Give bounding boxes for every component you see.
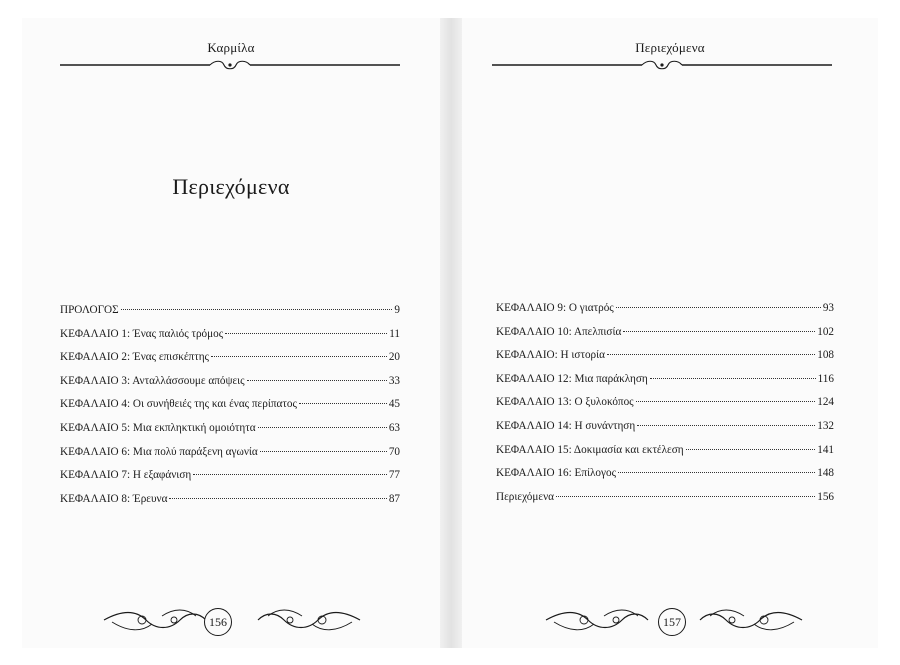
toc-entry-label: Περιεχόμενα <box>496 490 554 503</box>
dot-leader <box>618 472 815 473</box>
toc-entry-page: 116 <box>817 372 834 385</box>
dot-leader <box>650 378 816 379</box>
toc-entry-label: ΚΕΦΑΛΑΙΟ 16: Επίλογος <box>496 467 616 480</box>
toc-entry-label: ΚΕΦΑΛΑΙΟ 1: Ένας παλιός τρόμος <box>60 327 224 340</box>
toc-entry <box>496 491 834 515</box>
toc-entry-page: 108 <box>817 349 834 362</box>
page-number: 156 <box>204 608 232 636</box>
toc-entry <box>60 328 400 352</box>
toc-list-left <box>60 304 400 516</box>
page-title: Περιεχόμενα <box>172 174 290 199</box>
toc-list-right <box>496 302 834 514</box>
dot-leader <box>636 401 816 402</box>
dot-leader <box>225 333 387 334</box>
toc-entry-label: ΚΕΦΑΛΑΙΟ 5: Μια εκπληκτική ομοιότητα <box>60 421 256 434</box>
dot-leader <box>556 496 815 497</box>
toc-entry-label: ΚΕΦΑΛΑΙΟ 10: Απελπισία <box>496 325 622 338</box>
toc-entry-page: 9 <box>394 304 400 316</box>
scroll-divider-icon <box>60 58 400 72</box>
toc-entry <box>496 326 834 350</box>
dot-leader <box>623 331 815 332</box>
toc-entry <box>60 493 400 517</box>
dot-leader <box>258 427 387 428</box>
toc-entry <box>60 375 400 399</box>
toc-entry <box>60 398 400 422</box>
toc-entry-page: 87 <box>388 492 400 505</box>
dot-leader <box>193 474 387 475</box>
toc-entry-page: 141 <box>817 443 834 456</box>
toc-entry <box>60 304 400 328</box>
toc-entry-page: 93 <box>822 302 834 314</box>
toc-entry <box>496 467 834 491</box>
toc-entry-label: ΚΕΦΑΛΑΙΟ 2: Ένας επισκέπτης <box>60 351 209 364</box>
toc-entry-page: 70 <box>388 445 400 458</box>
toc-entry <box>496 349 834 373</box>
toc-entry-label: ΚΕΦΑΛΑΙΟ 9: Ο γιατρός <box>496 302 614 314</box>
left-page <box>22 18 440 648</box>
dot-leader <box>260 451 387 452</box>
running-head-right: Περιεχόμενα <box>635 40 705 55</box>
right-page <box>462 18 878 648</box>
page-number: 157 <box>658 608 686 636</box>
toc-entry-label: ΚΕΦΑΛΑΙΟ 6: Μια πολύ παράξενη αγωνία <box>60 445 258 458</box>
toc-entry-label: ΠΡΟΛΟΓΟΣ <box>60 304 119 316</box>
dot-leader <box>121 309 393 310</box>
toc-entry-page: 33 <box>388 374 400 387</box>
toc-entry <box>496 444 834 468</box>
dot-leader <box>169 498 386 499</box>
dot-leader <box>637 425 815 426</box>
toc-entry-page: 148 <box>817 467 834 480</box>
toc-entry-label: ΚΕΦΑΛΑΙΟ 4: Οι συνήθειές της και ένας περίπατος <box>60 398 297 411</box>
toc-entry-page: 102 <box>817 325 834 338</box>
toc-entry-label: ΚΕΦΑΛΑΙΟ 13: Ο ξυλοκόπος <box>496 396 634 409</box>
toc-entry-label: ΚΕΦΑΛΑΙΟ 8: Έρευνα <box>60 492 168 505</box>
toc-entry <box>496 396 834 420</box>
toc-entry-label: ΚΕΦΑΛΑΙΟ 3: Ανταλλάσσουμε απόψεις <box>60 374 245 387</box>
dot-leader <box>211 356 387 357</box>
toc-entry-page: 20 <box>388 351 400 364</box>
toc-entry-label: ΚΕΦΑΛΑΙΟ 7: Η εξαφάνιση <box>60 469 192 482</box>
toc-entry-page: 11 <box>389 327 400 340</box>
toc-entry-label: ΚΕΦΑΛΑΙΟ 15: Δοκιμασία και εκτέλεση <box>496 443 684 456</box>
dot-leader <box>299 403 387 404</box>
dot-leader <box>607 354 815 355</box>
toc-entry <box>60 422 400 446</box>
toc-entry <box>496 373 834 397</box>
toc-entry-label: ΚΕΦΑΛΑΙΟ 14: Η συνάντηση <box>496 419 636 432</box>
toc-entry <box>60 446 400 470</box>
toc-entry-page: 63 <box>388 421 400 434</box>
book-gutter <box>440 18 462 648</box>
dot-leader <box>616 307 821 308</box>
toc-entry-page: 132 <box>817 419 834 432</box>
running-head-left: Καρμίλα <box>207 40 255 55</box>
toc-entry-page: 77 <box>388 469 400 482</box>
toc-entry <box>60 351 400 375</box>
toc-entry-page: 124 <box>817 396 834 409</box>
toc-entry <box>496 420 834 444</box>
dot-leader <box>247 380 387 381</box>
toc-entry-page: 45 <box>388 398 400 411</box>
scroll-divider-icon <box>492 58 832 72</box>
flourish-ornament-icon <box>102 602 362 638</box>
toc-entry-label: ΚΕΦΑΛΑΙΟ: Η ιστορία <box>496 349 605 362</box>
toc-entry <box>60 469 400 493</box>
toc-entry <box>496 302 834 326</box>
toc-entry-page: 156 <box>817 490 834 503</box>
dot-leader <box>686 449 816 450</box>
toc-entry-label: ΚΕΦΑΛΑΙΟ 12: Μια παράκληση <box>496 372 648 385</box>
